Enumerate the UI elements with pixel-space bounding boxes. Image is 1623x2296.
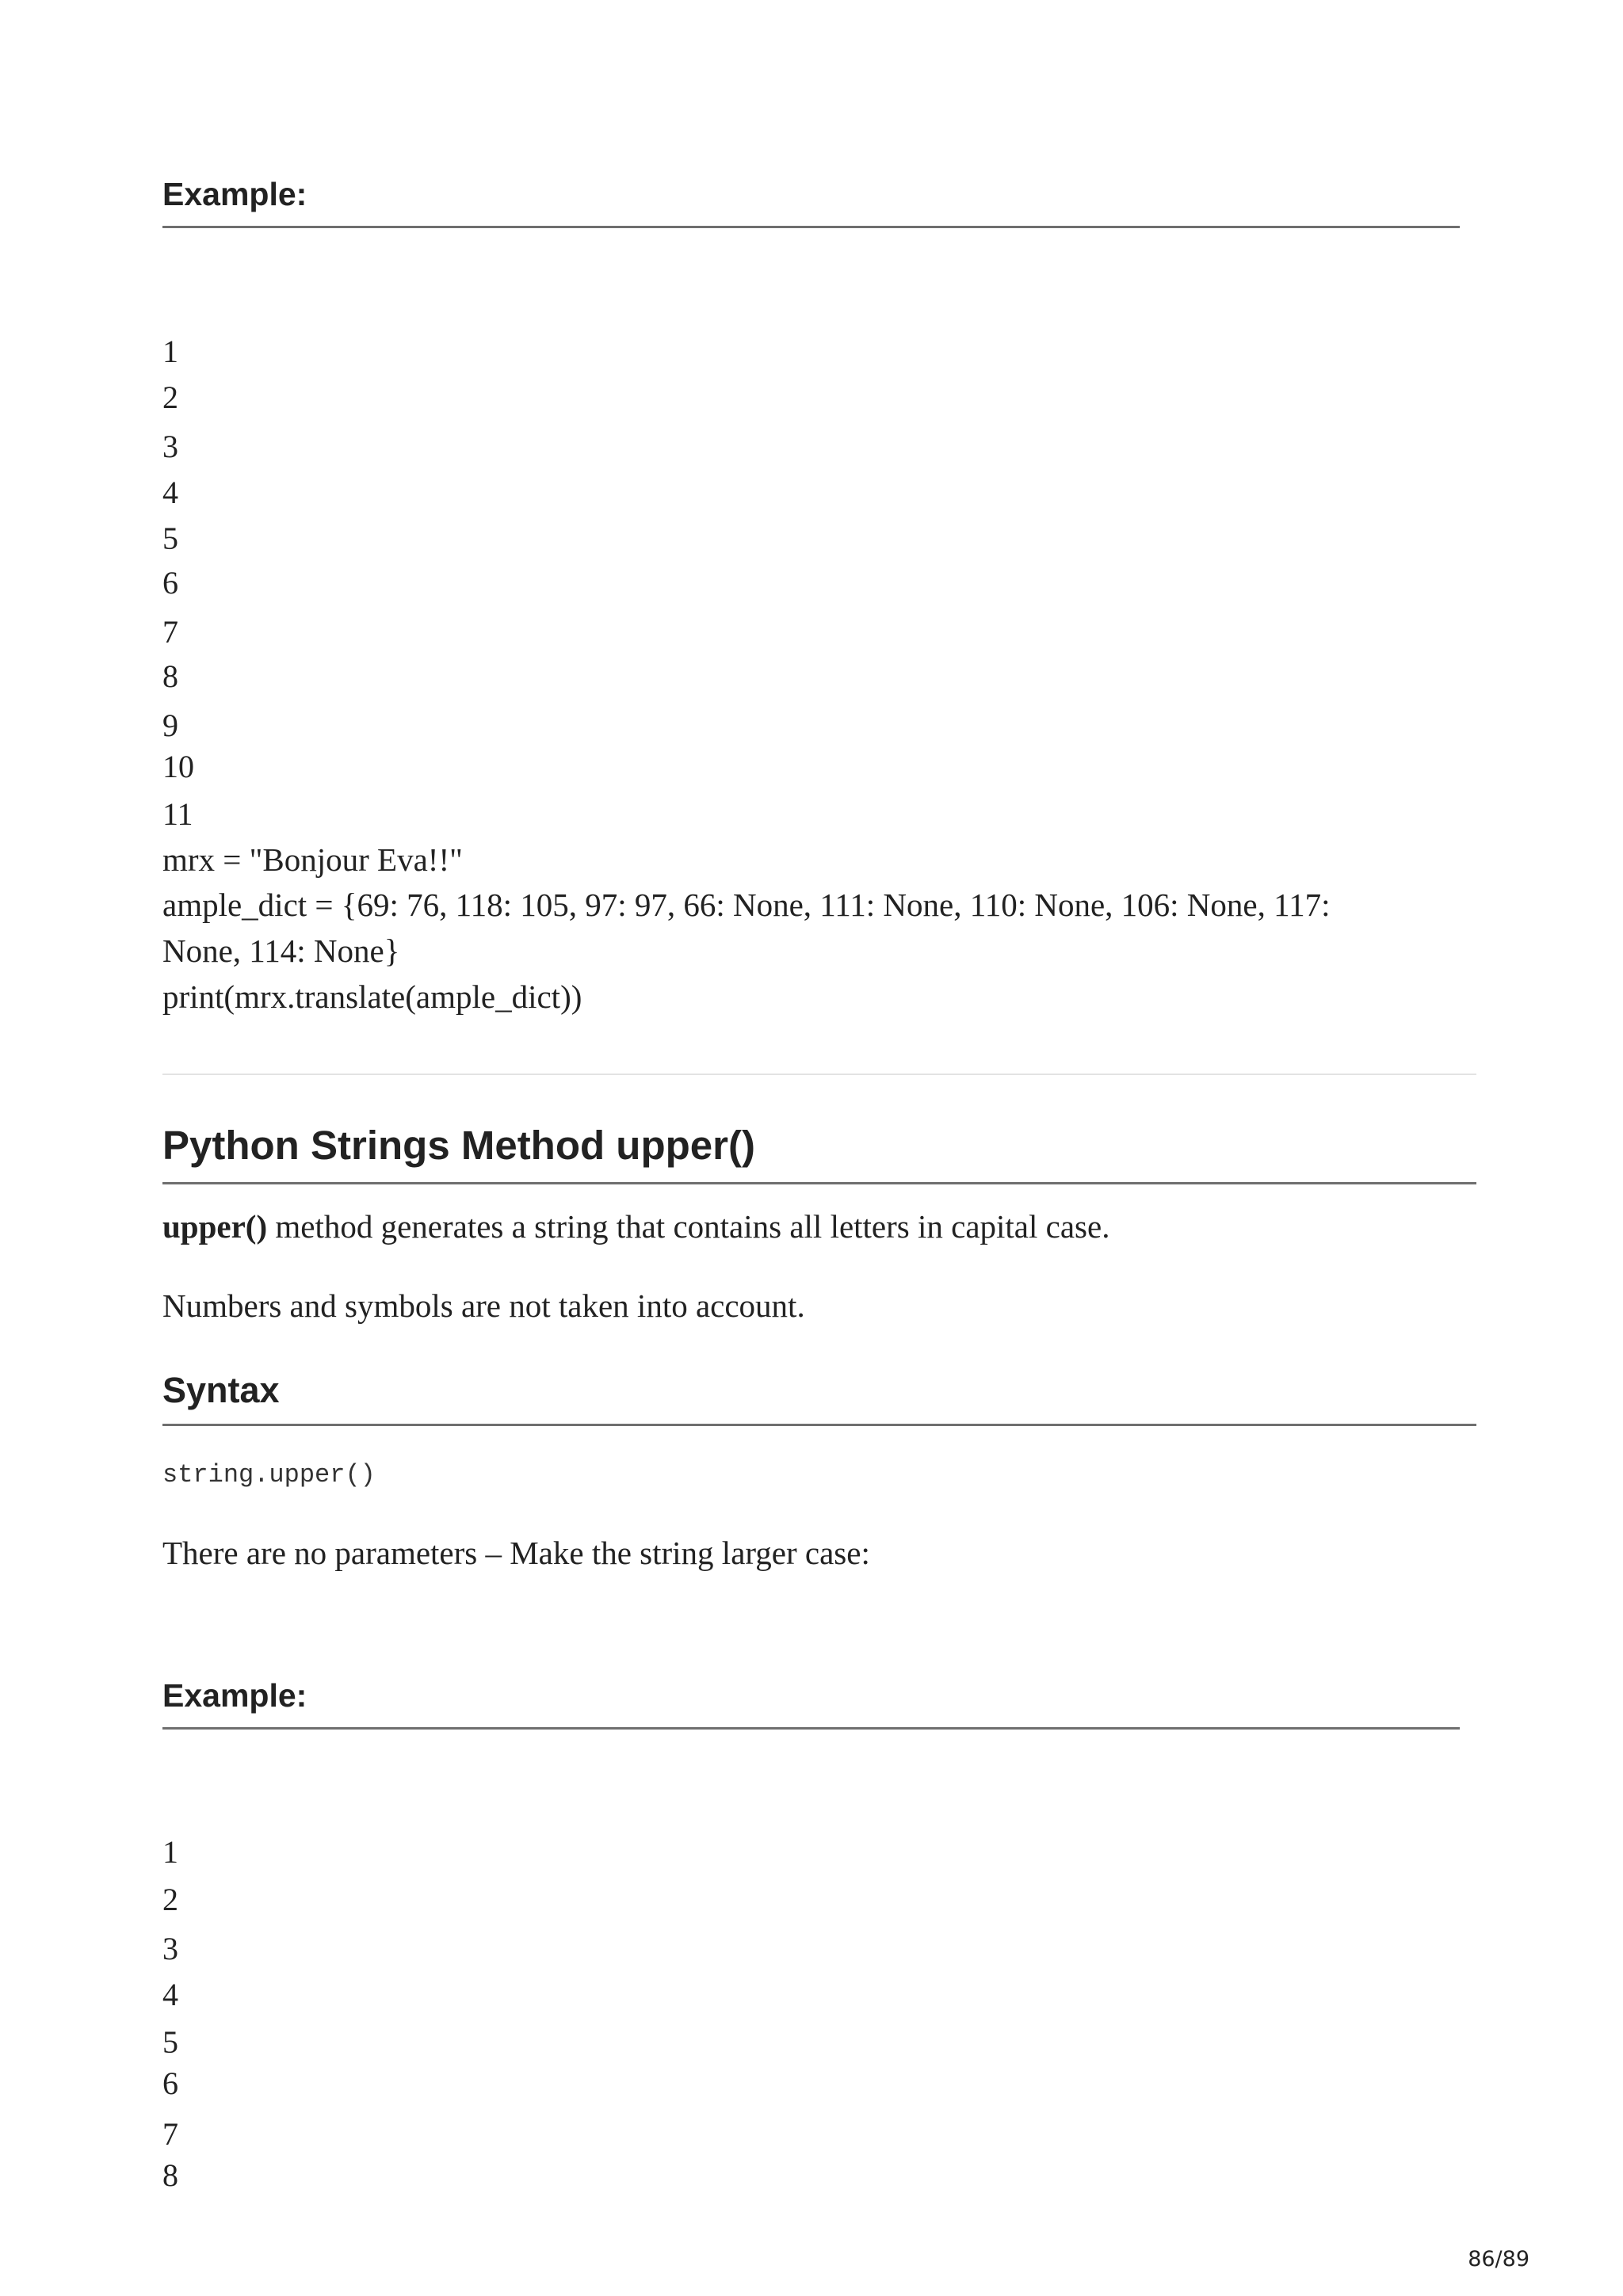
- line-number: 7: [162, 614, 178, 650]
- line-number: 6: [162, 2065, 178, 2101]
- syntax-heading: Syntax: [162, 1370, 280, 1410]
- section-title-underline: [162, 1182, 1476, 1184]
- line-number: 3: [162, 429, 178, 464]
- line-number: 9: [162, 707, 178, 743]
- code-line: None, 114: None}: [162, 933, 400, 969]
- line-number: 1: [162, 334, 178, 369]
- line-number: 8: [162, 2157, 178, 2193]
- intro-text: method generates a string that contains all letters in capital case.: [267, 1208, 1110, 1245]
- example-heading: Example:: [162, 176, 307, 212]
- method-name: upper(): [162, 1208, 268, 1245]
- page-number: 86/89: [1468, 2247, 1529, 2271]
- line-number: 2: [162, 1882, 178, 1917]
- section-divider: [162, 1074, 1476, 1075]
- example-heading-underline: [162, 1727, 1460, 1730]
- syntax-heading-underline: [162, 1424, 1476, 1426]
- line-number: 6: [162, 565, 178, 601]
- line-number: 5: [162, 521, 178, 556]
- section-title: Python Strings Method upper(): [162, 1123, 755, 1168]
- line-number: 5: [162, 2024, 178, 2060]
- note-paragraph: Numbers and symbols are not taken into account.: [162, 1287, 805, 1324]
- example-heading: Example:: [162, 1677, 307, 1714]
- line-number: 2: [162, 379, 178, 415]
- line-number: 11: [162, 796, 193, 832]
- line-number: 1: [162, 1834, 178, 1870]
- line-number: 4: [162, 475, 178, 510]
- params-paragraph: There are no parameters – Make the string larger case:: [162, 1535, 870, 1571]
- line-number: 8: [162, 658, 178, 694]
- code-line: mrx = "Bonjour Eva!!": [162, 841, 463, 878]
- line-number: 4: [162, 1977, 178, 2012]
- line-number: 7: [162, 2116, 178, 2152]
- syntax-code: string.upper(): [162, 1460, 376, 1489]
- code-line: print(mrx.translate(ample_dict)): [162, 978, 582, 1015]
- intro-paragraph: [162, 1208, 1110, 1245]
- example-heading-underline: [162, 226, 1460, 228]
- line-number: 10: [162, 749, 194, 784]
- line-number: 3: [162, 1931, 178, 1966]
- code-line: ample_dict = {69: 76, 118: 105, 97: 97, 66: None, 111: None, 110: None, 106: None, 117:: [162, 887, 1331, 923]
